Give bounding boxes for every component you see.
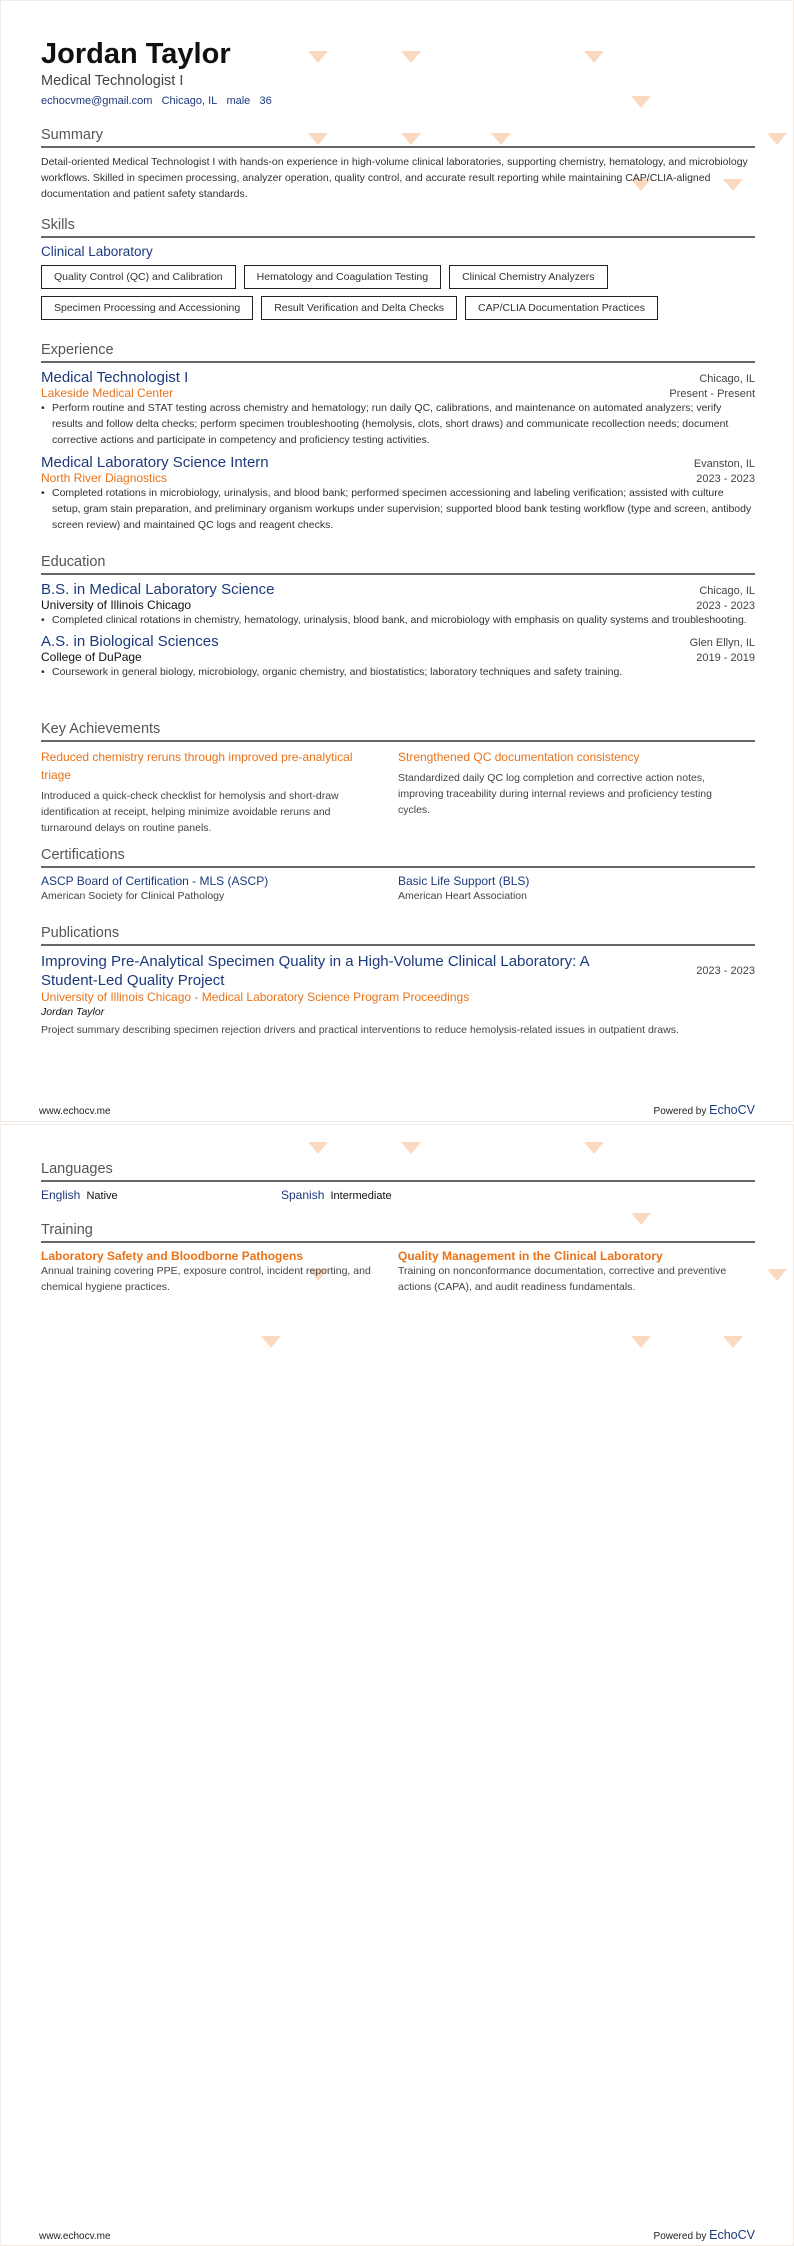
summary-text: Detail-oriented Medical Technologist I with hands-on experience in high-volume clinical laboratories, supporting chemistry, hematology, and microbiology workflows. Skilled in specimen processing, analyzer operation, quality control, and accurate result reporting while maintaining CAP/CLIA-aligned documentation and patient safety standards. xyxy=(41,156,748,200)
company: North River Diagnostics xyxy=(41,471,168,485)
brand-logo[interactable]: EchoCV xyxy=(709,2228,755,2242)
job-title: Medical Laboratory Science Intern xyxy=(41,454,269,471)
summary-section xyxy=(41,127,755,202)
job-title: Medical Technologist I xyxy=(41,369,189,386)
achievement-item xyxy=(41,748,398,836)
skill-chip: Hematology and Coagulation Testing xyxy=(244,265,441,289)
section-heading: Education xyxy=(41,554,755,575)
training-title: Laboratory Safety and Bloodborne Pathogens xyxy=(41,1249,304,1263)
skill-chip: Clinical Chemistry Analyzers xyxy=(449,265,607,289)
gender: male xyxy=(226,95,251,107)
achievement-title: Reduced chemistry reruns through improved pre-analytical triage xyxy=(41,750,353,782)
job-location: Chicago, IL xyxy=(699,373,755,385)
school-location: Chicago, IL xyxy=(699,585,755,597)
job-dates: Present - Present xyxy=(669,388,755,400)
achievement-title: Strengthened QC documentation consistency xyxy=(398,750,640,764)
training-item xyxy=(398,1249,755,1295)
skill-chip: CAP/CLIA Documentation Practices xyxy=(465,296,658,320)
candidate-title: Medical Technologist I xyxy=(41,73,184,89)
education-dates: 2019 - 2019 xyxy=(696,652,755,664)
section-heading: Key Achievements xyxy=(41,721,755,742)
education-dates: 2023 - 2023 xyxy=(696,600,755,612)
certification-name: ASCP Board of Certification - MLS (ASCP) xyxy=(41,874,269,888)
section-heading: Summary xyxy=(41,127,755,148)
contact-line xyxy=(41,95,755,107)
training-item xyxy=(41,1249,398,1295)
language-item xyxy=(281,1188,392,1202)
language-item xyxy=(41,1188,281,1202)
achievement-text: Standardized daily QC log completion and corrective action notes, improving traceability during internal reviews and proficiency testing cycles. xyxy=(398,772,712,816)
training-title: Quality Management in the Clinical Laboratory xyxy=(398,1249,663,1263)
publication-author: Jordan Taylor xyxy=(41,1006,105,1018)
skill-chip: Specimen Processing and Accessioning xyxy=(41,296,253,320)
experience-item xyxy=(41,369,755,448)
section-heading: Experience xyxy=(41,342,755,363)
job-dates: 2023 - 2023 xyxy=(696,473,755,485)
school: College of DuPage xyxy=(41,650,142,664)
school: University of Illinois Chicago xyxy=(41,598,192,612)
language-level: Native xyxy=(86,1190,118,1202)
candidate-name: Jordan Taylor xyxy=(41,38,231,70)
language-name: English xyxy=(41,1188,81,1202)
powered-by-label: Powered by xyxy=(653,1106,707,1117)
education-section xyxy=(41,554,755,680)
brand-logo[interactable]: EchoCV xyxy=(709,1103,755,1117)
publication-title: Improving Pre-Analytical Specimen Quality in a High-Volume Clinical Laboratory: A Student-Led Quality Project xyxy=(41,953,589,989)
resume-page-2 xyxy=(0,1124,794,2246)
publication-dates: 2023 - 2023 xyxy=(696,965,755,977)
section-heading: Languages xyxy=(41,1161,755,1182)
education-bullet: • Completed clinical rotations in chemistry, hematology, urinalysis, blood bank, and microbiology with emphasis on quality systems and troubleshooting. xyxy=(41,612,755,628)
powered-by-label: Powered by xyxy=(653,2231,707,2242)
footer-site-link[interactable]: www.echocv.me xyxy=(39,1106,111,1117)
degree: B.S. in Medical Laboratory Science xyxy=(41,581,275,598)
training-text: Annual training covering PPE, exposure control, incident reporting, and chemical hygiene practices. xyxy=(41,1265,371,1293)
company: Lakeside Medical Center xyxy=(41,386,174,400)
skill-chip: Result Verification and Delta Checks xyxy=(261,296,457,320)
training-section xyxy=(41,1222,755,1295)
section-heading: Publications xyxy=(41,925,755,946)
education-bullet: • Coursework in general biology, microbiology, organic chemistry, and biostatistics; laboratory techniques and safety training. xyxy=(41,664,755,680)
language-level: Intermediate xyxy=(330,1190,392,1202)
section-heading: Training xyxy=(41,1222,755,1243)
education-item xyxy=(41,633,755,680)
achievement-item xyxy=(398,748,755,836)
experience-section xyxy=(41,342,755,533)
resume-page-1 xyxy=(0,0,794,1122)
certifications-section xyxy=(41,847,755,904)
publications-section xyxy=(41,925,755,1038)
certification-item xyxy=(398,874,755,904)
publication-venue: University of Illinois Chicago - Medical Laboratory Science Program Proceedings xyxy=(41,990,470,1004)
achievements-section xyxy=(41,721,755,836)
job-bullet: • Completed rotations in microbiology, urinalysis, and blood bank; performed specimen accessioning and labeling verification; assisted with culture setup, gram stain preparation, and preliminary organism workups under supervision; supported blood bank testing workflow (type and screen, antibody screen review) and maintained QC logs and reagent checks. xyxy=(41,485,755,533)
skill-group: Clinical Laboratory xyxy=(41,244,153,259)
degree: A.S. in Biological Sciences xyxy=(41,633,219,650)
email-link[interactable]: echocvme@gmail.com xyxy=(41,95,153,107)
job-bullet: • Perform routine and STAT testing across chemistry and hematology; run daily QC, calibrations, and maintenance on automated analyzers; verify results and follow delta checks; perform specimen troubleshooting (hemolysis, clots, short draws) and communicate recollection needs; document corrective actions and participate in competency and proficiency testing activities. xyxy=(41,400,755,448)
certification-item xyxy=(41,874,398,904)
language-name: Spanish xyxy=(281,1188,325,1202)
header xyxy=(41,37,755,107)
footer-site-link[interactable]: www.echocv.me xyxy=(39,2231,111,2242)
job-location: Evanston, IL xyxy=(693,458,755,470)
certification-org: American Society for Clinical Pathology xyxy=(41,890,225,902)
page-footer xyxy=(39,2228,755,2242)
languages-section xyxy=(41,1161,755,1202)
page-footer xyxy=(39,1103,755,1117)
achievement-text: Introduced a quick-check checklist for hemolysis and short-draw identification at receipt, helping minimize avoidable reruns and turnaround delays on routine panels. xyxy=(41,790,339,834)
certification-name: Basic Life Support (BLS) xyxy=(398,874,530,888)
section-heading: Certifications xyxy=(41,847,755,868)
experience-item xyxy=(41,454,755,533)
section-heading: Skills xyxy=(41,217,755,238)
education-item xyxy=(41,581,755,628)
publication-text: Project summary describing specimen rejection drivers and practical interventions to reduce hemolysis-related issues in outpatient draws. xyxy=(41,1024,679,1036)
skills-section xyxy=(41,217,755,320)
training-text: Training on nonconformance documentation, corrective and preventive actions (CAPA), and audit readiness fundamentals. xyxy=(398,1265,727,1293)
skill-chip: Quality Control (QC) and Calibration xyxy=(41,265,236,289)
school-location: Glen Ellyn, IL xyxy=(689,637,755,649)
certification-org: American Heart Association xyxy=(398,890,527,902)
location: Chicago, IL xyxy=(161,95,218,107)
age: 36 xyxy=(259,95,272,107)
